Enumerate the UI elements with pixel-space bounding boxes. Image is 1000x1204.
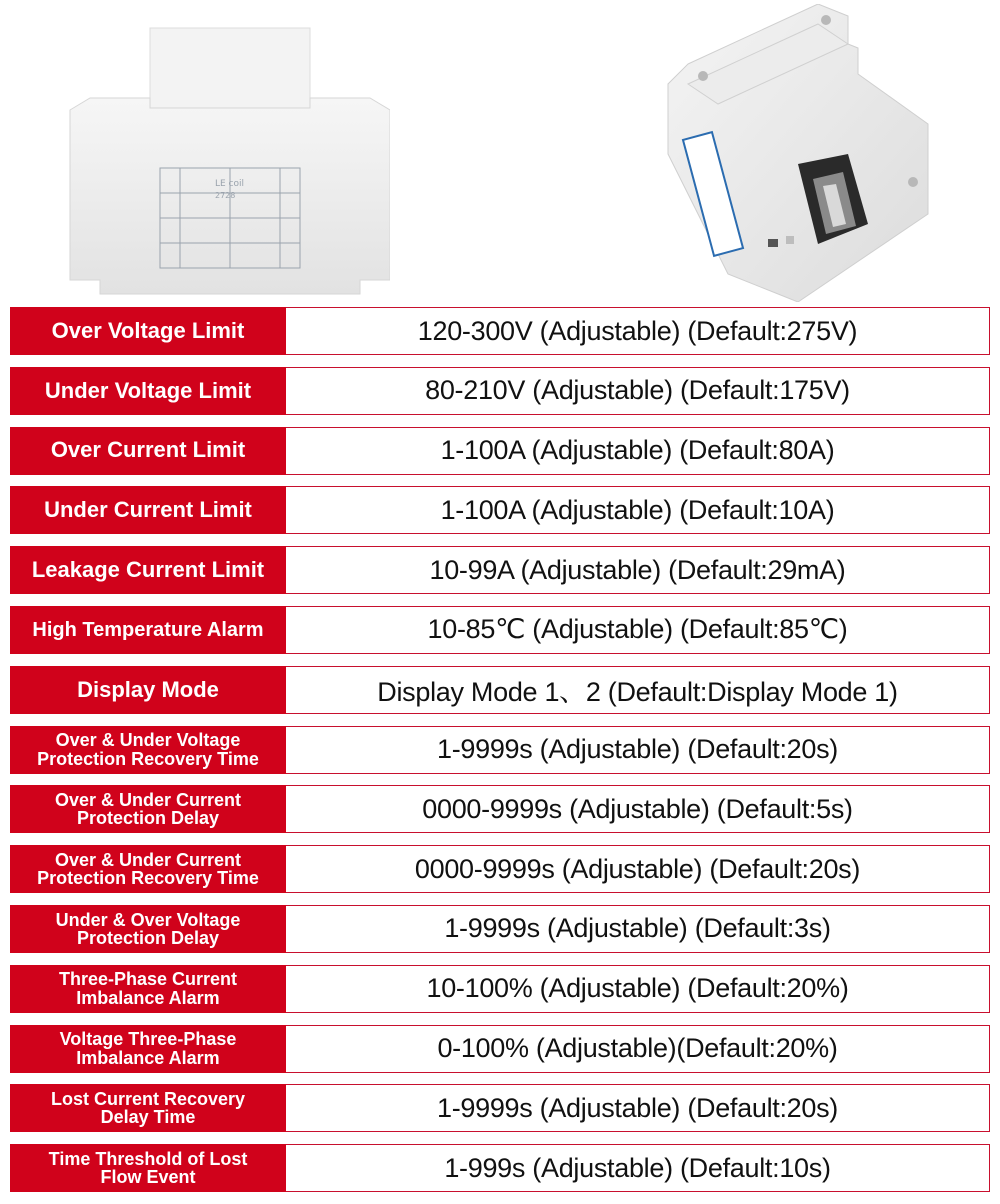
spec-label — [10, 1084, 286, 1132]
spec-label-text: High Temperature Alarm — [32, 618, 264, 641]
spec-label-text: Over Voltage Limit — [51, 317, 245, 343]
spec-label — [10, 1025, 286, 1073]
spec-row-current-protection-delay — [10, 785, 990, 833]
spec-value: 1-100A (Adjustable) (Default:10A) — [286, 486, 990, 534]
spec-label — [10, 666, 286, 714]
spec-label-line-1: Voltage Three-Phase — [59, 1029, 237, 1050]
spec-label — [10, 1144, 286, 1192]
spec-value: 80-210V (Adjustable) (Default:175V) — [286, 367, 990, 415]
spec-label-line-2: Protection Delay — [76, 808, 220, 829]
device-front-view-image — [60, 18, 390, 298]
spec-label-text: Over Current Limit — [50, 437, 246, 463]
spec-value: 1-9999s (Adjustable) (Default:20s) — [286, 726, 990, 774]
spec-label-line-1: Under & Over Voltage — [55, 909, 241, 930]
product-photos — [0, 0, 1000, 306]
module-code: 2728 — [215, 191, 236, 200]
spec-label-line-2: Protection Recovery Time — [37, 748, 259, 769]
spec-label-text: Under Voltage Limit — [44, 377, 252, 403]
spec-label — [10, 486, 286, 534]
spec-value: 120-300V (Adjustable) (Default:275V) — [286, 307, 990, 355]
spec-label-text: Display Mode — [77, 676, 219, 702]
spec-row-over-current-limit — [10, 427, 990, 475]
spec-row-under-voltage-limit — [10, 367, 990, 415]
spec-value: 10-99A (Adjustable) (Default:29mA) — [286, 546, 990, 594]
spec-label-line-2: Protection Delay — [76, 927, 220, 948]
spec-label — [10, 606, 286, 654]
spec-label-line-1: Three-Phase Current — [58, 969, 238, 990]
spec-row-high-temperature-alarm — [10, 606, 990, 654]
spec-value: 10-100% (Adjustable) (Default:20%) — [286, 965, 990, 1013]
spec-table — [10, 307, 990, 1204]
spec-value: 1-9999s (Adjustable) (Default:3s) — [286, 905, 990, 953]
spec-label — [10, 307, 286, 355]
spec-row-lost-current-recovery-delay — [10, 1084, 990, 1132]
module-mark: LE coil — [215, 179, 245, 189]
spec-value: 0-100% (Adjustable)(Default:20%) — [286, 1025, 990, 1073]
spec-label — [10, 965, 286, 1013]
spec-label-line-1: Time Threshold of Lost — [48, 1148, 248, 1169]
spec-label — [10, 427, 286, 475]
spec-label — [10, 726, 286, 774]
spec-row-leakage-current-limit — [10, 546, 990, 594]
spec-label-line-1: Lost Current Recovery — [50, 1089, 246, 1109]
spec-value: 0000-9999s (Adjustable) (Default:5s) — [286, 785, 990, 833]
spec-value: 10-85℃ (Adjustable) (Default:85℃) — [286, 606, 990, 654]
spec-label-line-2: Delay Time — [100, 1107, 196, 1128]
spec-label — [10, 785, 286, 833]
spec-row-under-current-limit — [10, 486, 990, 534]
spec-label — [10, 905, 286, 953]
spec-label-text: Under Current Limit — [44, 497, 252, 523]
spec-row-voltage-protection-delay — [10, 905, 990, 953]
spec-row-lost-flow-time-threshold — [10, 1144, 990, 1192]
spec-label-line-2: Flow Event — [100, 1167, 196, 1188]
spec-value: 1-999s (Adjustable) (Default:10s) — [286, 1144, 990, 1192]
spec-row-voltage-protection-recovery-time — [10, 726, 990, 774]
spec-value: 1-100A (Adjustable) (Default:80A) — [286, 427, 990, 475]
spec-row-over-voltage-limit — [10, 307, 990, 355]
spec-label-line-1: Over & Under Current — [54, 790, 242, 811]
device-rear-view-image — [628, 4, 948, 302]
spec-value: 1-9999s (Adjustable) (Default:20s) — [286, 1084, 990, 1132]
spec-row-current-imbalance-alarm — [10, 965, 990, 1013]
spec-label-line-2: Protection Recovery Time — [37, 868, 259, 889]
spec-label — [10, 367, 286, 415]
spec-label-text: Leakage Current Limit — [31, 556, 265, 582]
spec-label-line-1: Over & Under Voltage — [55, 730, 241, 751]
spec-row-current-protection-recovery-time — [10, 845, 990, 893]
spec-value: Display Mode 1、2 (Default:Display Mode 1) — [286, 666, 990, 714]
spec-value: 0000-9999s (Adjustable) (Default:20s) — [286, 845, 990, 893]
spec-row-display-mode — [10, 666, 990, 714]
spec-row-voltage-imbalance-alarm — [10, 1025, 990, 1073]
spec-label — [10, 845, 286, 893]
spec-label — [10, 546, 286, 594]
spec-label-line-2: Imbalance Alarm — [76, 987, 220, 1008]
spec-label-line-1: Over & Under Current — [54, 849, 242, 870]
spec-label-line-2: Imbalance Alarm — [76, 1047, 220, 1068]
